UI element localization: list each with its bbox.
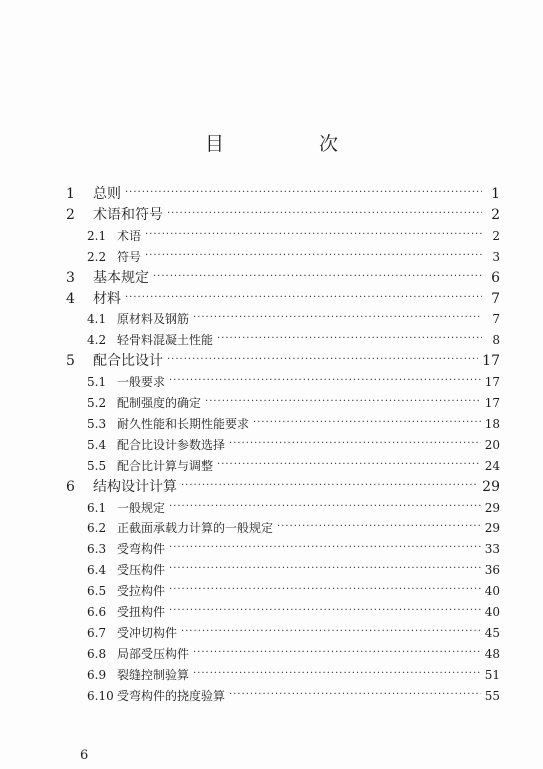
toc-entry[interactable]: [87, 686, 500, 706]
toc-dot-leader: [169, 499, 481, 515]
page-title: 目 次: [204, 133, 376, 155]
toc-entry-page: 24: [484, 458, 500, 473]
toc-entry-label: 总则: [93, 186, 121, 202]
toc-entry[interactable]: [87, 581, 500, 601]
toc-entry-label: 受拉构件: [117, 584, 166, 599]
toc-entry-page: 48: [484, 646, 500, 661]
toc-entry-label: 一般要求: [117, 375, 166, 390]
toc-dot-leader: [169, 561, 481, 577]
toc-entry-label: 术语和符号: [93, 206, 163, 223]
toc-entry-number: 6.6: [87, 605, 107, 619]
toc-entry-page: 33: [484, 542, 500, 557]
toc-entry-number: 3: [66, 269, 75, 286]
toc-entry-label: 耐久性能和长期性能要求: [117, 416, 250, 431]
toc-entry-page: 29: [484, 521, 500, 536]
toc-dot-leader: [125, 185, 482, 201]
toc-entry-number: 6.1: [87, 500, 107, 515]
toc-entry-page: 20: [484, 437, 500, 452]
toc-dot-leader: [125, 290, 482, 306]
toc-dot-leader: [169, 582, 481, 598]
toc-entry[interactable]: [87, 644, 500, 664]
toc-entry-number: 4.2: [87, 333, 107, 348]
toc-entry-number: 6.8: [87, 646, 107, 661]
toc-dot-leader: [167, 206, 482, 222]
toc-entry-page: 1: [491, 186, 500, 202]
toc-dot-leader: [145, 227, 482, 243]
toc-dot-leader: [217, 331, 482, 347]
toc-entry-page: 7: [492, 312, 500, 327]
toc-entry-page: 45: [484, 625, 500, 640]
toc-entry-label: 材料: [93, 290, 121, 307]
toc-entry-page: 29: [482, 478, 500, 495]
footer-page-number: 6: [80, 748, 89, 763]
toc-entry-number: 4: [66, 290, 75, 307]
toc-entry[interactable]: [66, 289, 500, 309]
toc-entry-page: 17: [484, 375, 500, 390]
toc-entry-label: 一般规定: [117, 500, 166, 515]
toc-entry-page: 55: [484, 688, 500, 703]
toc-entry-number: 5.4: [87, 437, 107, 452]
toc-entry-number: 1: [66, 186, 75, 202]
toc-dot-leader: [169, 373, 481, 389]
toc-entry-label: 受压构件: [117, 563, 166, 578]
toc-entry[interactable]: [87, 247, 500, 267]
toc-entry-number: 6.4: [87, 563, 107, 578]
toc-entry-number: 6.2: [87, 521, 107, 536]
toc-entry-page: 18: [484, 416, 500, 431]
toc-entry[interactable]: [87, 623, 500, 643]
toc-entry[interactable]: [87, 435, 500, 455]
toc-entry-number: 6.5: [87, 584, 107, 599]
toc-entry-label: 原材料及钢筋: [117, 312, 190, 327]
toc-entry-number: 5.5: [87, 458, 107, 473]
toc-entry-label: 配合比设计: [93, 353, 163, 370]
toc-entry[interactable]: [87, 539, 500, 559]
toc-entry[interactable]: [87, 602, 500, 622]
toc-dot-leader: [193, 666, 481, 682]
toc-entry-number: 2.2: [87, 249, 107, 264]
toc-dot-leader: [153, 269, 482, 285]
toc-dot-leader: [181, 478, 478, 494]
toc-entry[interactable]: [87, 414, 500, 434]
toc-entry-label: 配合比计算与调整: [117, 458, 214, 473]
toc-entry[interactable]: [87, 456, 500, 476]
toc-entry-number: 2.1: [87, 228, 107, 243]
toc-dot-leader: [205, 394, 481, 410]
toc-dot-leader: [229, 687, 481, 703]
toc-entry-label: 受扭构件: [117, 605, 166, 619]
toc-entry-page: 40: [484, 605, 500, 619]
toc-entry-label: 配合比设计参数选择: [117, 437, 226, 452]
toc-dot-leader: [145, 248, 482, 264]
toc-entry-number: 6.3: [87, 542, 107, 557]
toc-entry[interactable]: [66, 184, 500, 204]
toc-entry-number: 4.1: [87, 312, 107, 327]
toc-entry-label: 配制强度的确定: [117, 396, 202, 410]
toc-entry-number: 6.10: [87, 688, 114, 703]
toc-entry[interactable]: [66, 205, 500, 225]
toc-entry-page: 7: [491, 290, 500, 307]
toc-entry-page: 2: [492, 228, 500, 243]
toc-dot-leader: [229, 436, 481, 452]
toc-entry-number: 5: [66, 353, 75, 370]
toc-entry-number: 6.7: [87, 625, 107, 640]
toc-entry-page: 6: [491, 269, 500, 286]
toc-entry-number: 5.1: [87, 375, 107, 390]
toc-entry-label: 裂缝控制验算: [117, 667, 190, 682]
toc-entry-page: 17: [482, 353, 500, 370]
toc-entry[interactable]: [87, 226, 500, 246]
toc-dot-leader: [193, 310, 482, 326]
toc-entry-label: 受冲切构件: [117, 625, 178, 640]
toc-entry-label: 符号: [117, 249, 142, 264]
toc-entry-page: 8: [492, 333, 500, 348]
toc-entry-number: 6: [66, 478, 75, 495]
toc-entry[interactable]: [87, 309, 500, 329]
toc-entry-page: 17: [484, 396, 500, 410]
toc-dot-leader: [217, 457, 481, 473]
toc-entry[interactable]: [87, 330, 500, 350]
toc-entry-label: 正截面承载力计算的一般规定: [117, 521, 274, 536]
toc-dot-leader: [193, 645, 481, 661]
toc-dot-leader: [167, 352, 478, 368]
toc-entry[interactable]: [87, 518, 500, 538]
toc-entry[interactable]: [87, 393, 500, 413]
toc-entry-label: 术语: [117, 228, 142, 243]
toc-entry[interactable]: [66, 351, 500, 371]
toc-entry-label: 基本规定: [93, 269, 149, 286]
toc-dot-leader: [169, 603, 481, 619]
toc-entry[interactable]: [87, 560, 500, 580]
toc-dot-leader: [277, 519, 481, 535]
toc-entry[interactable]: [66, 477, 500, 497]
toc-entry-page: 51: [484, 667, 500, 682]
toc-entry-page: 3: [492, 249, 500, 264]
toc-entry-number: 5.2: [87, 396, 107, 410]
toc-entry-number: 6.9: [87, 667, 107, 682]
toc-dot-leader: [169, 540, 481, 556]
toc-entry-page: 29: [484, 500, 500, 515]
toc-entry-label: 结构设计计算: [93, 478, 177, 495]
toc-entry-label: 轻骨料混凝土性能: [117, 333, 214, 348]
toc-dot-leader: [181, 624, 481, 640]
toc-entry-label: 受弯构件的挠度验算: [117, 688, 226, 703]
toc-entry-label: 受弯构件: [117, 542, 166, 557]
toc-entry-page: 40: [484, 584, 500, 599]
toc-dot-leader: [253, 415, 481, 431]
toc-entry-number: 5.3: [87, 416, 107, 431]
toc-entry[interactable]: [66, 268, 500, 288]
toc-entry-number: 2: [66, 206, 75, 223]
toc-entry-page: 2: [491, 206, 500, 223]
toc-entry[interactable]: [87, 665, 500, 685]
toc-entry-page: 36: [484, 563, 500, 578]
toc-entry-label: 局部受压构件: [117, 646, 190, 661]
toc-entry[interactable]: [87, 372, 500, 392]
toc-entry[interactable]: [87, 498, 500, 518]
